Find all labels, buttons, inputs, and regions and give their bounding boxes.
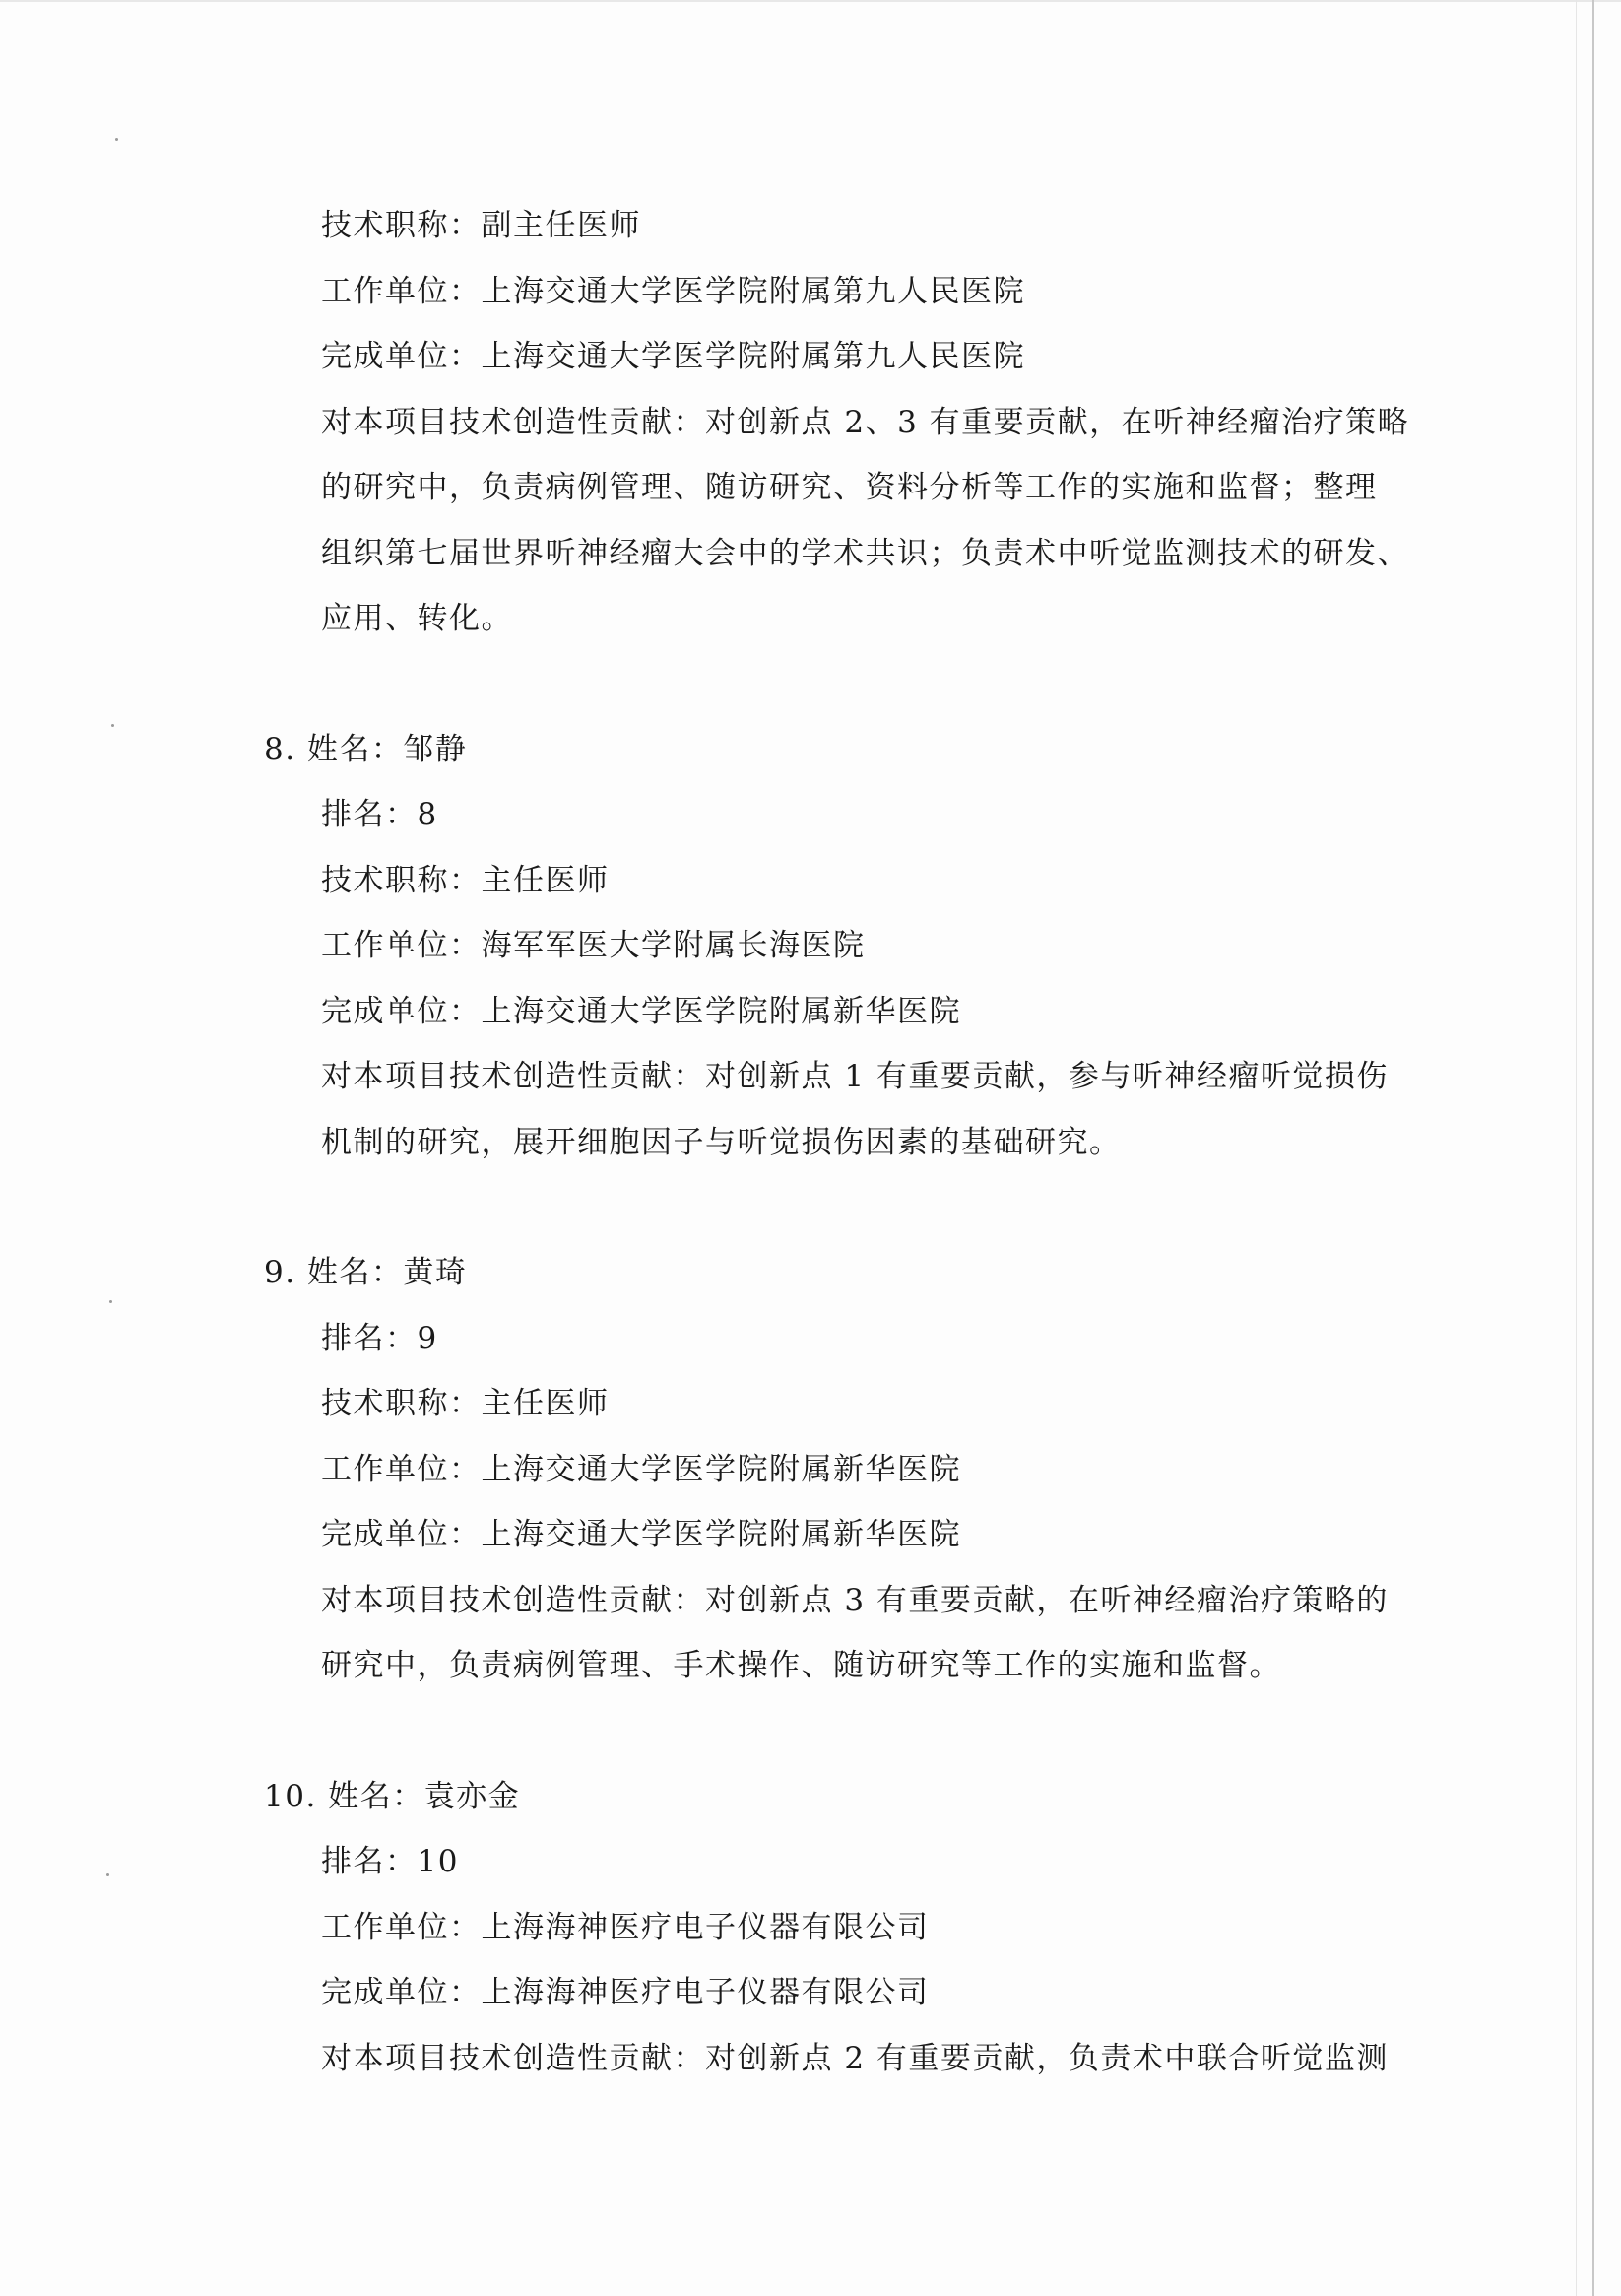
block8-heading: 8. 姓名：邹静 [264,732,468,767]
block7-contribution-line: 应用、转化。 [321,601,513,636]
scan-speck [115,138,118,141]
scan-speck [109,1300,112,1303]
block8-rank: 排名：8 [321,797,438,832]
block9-completion-unit: 完成单位：上海交通大学医学院附属新华医院 [321,1517,961,1552]
block7-contribution-line: 对本项目技术创造性贡献：对创新点 2、3 有重要贡献，在听神经瘤治疗策略 [321,405,1410,440]
scan-edge-top [0,0,1621,2]
block7-contribution-line: 组织第七届世界听神经瘤大会中的学术共识；负责术中听觉监测技术的研发、 [321,536,1409,571]
block8-contribution-line: 机制的研究，展开细胞因子与听觉损伤因素的基础研究。 [321,1125,1122,1160]
block8-work-unit: 工作单位：海军军医大学附属长海医院 [321,928,866,963]
block9-heading: 9. 姓名：黄琦 [264,1255,468,1290]
scan-edge-right-inner [1576,0,1577,2296]
block7-title: 技术职称：副主任医师 [321,208,641,243]
block7-work-unit: 工作单位：上海交通大学医学院附属第九人民医院 [321,274,1025,309]
block9-title: 技术职称：主任医师 [321,1386,610,1421]
block9-work-unit: 工作单位：上海交通大学医学院附属新华医院 [321,1452,961,1487]
scan-speck [111,724,114,727]
block8-contribution-line: 对本项目技术创造性贡献：对创新点 1 有重要贡献，参与听神经瘤听觉损伤 [321,1059,1389,1094]
block10-work-unit: 工作单位：上海海神医疗电子仪器有限公司 [321,1910,930,1945]
block10-contribution-line: 对本项目技术创造性贡献：对创新点 2 有重要贡献，负责术中联合听觉监测 [321,2041,1389,2076]
block9-rank: 排名：9 [321,1321,438,1356]
block9-contribution-line: 对本项目技术创造性贡献：对创新点 3 有重要贡献，在听神经瘤治疗策略的 [321,1583,1389,1618]
block8-completion-unit: 完成单位：上海交通大学医学院附属新华医院 [321,994,961,1029]
block10-rank: 排名：10 [321,1844,459,1879]
scan-speck [106,1873,109,1876]
scan-edge-right [1592,0,1594,2296]
block9-contribution-line: 研究中，负责病例管理、手术操作、随访研究等工作的实施和监督。 [321,1648,1281,1683]
block10-heading: 10. 姓名：袁亦金 [264,1779,521,1814]
block8-title: 技术职称：主任医师 [321,863,610,898]
block10-completion-unit: 完成单位：上海海神医疗电子仪器有限公司 [321,1975,930,2010]
block7-contribution-line: 的研究中，负责病例管理、随访研究、资料分析等工作的实施和监督；整理 [321,470,1378,505]
block7-completion-unit: 完成单位：上海交通大学医学院附属第九人民医院 [321,339,1025,374]
